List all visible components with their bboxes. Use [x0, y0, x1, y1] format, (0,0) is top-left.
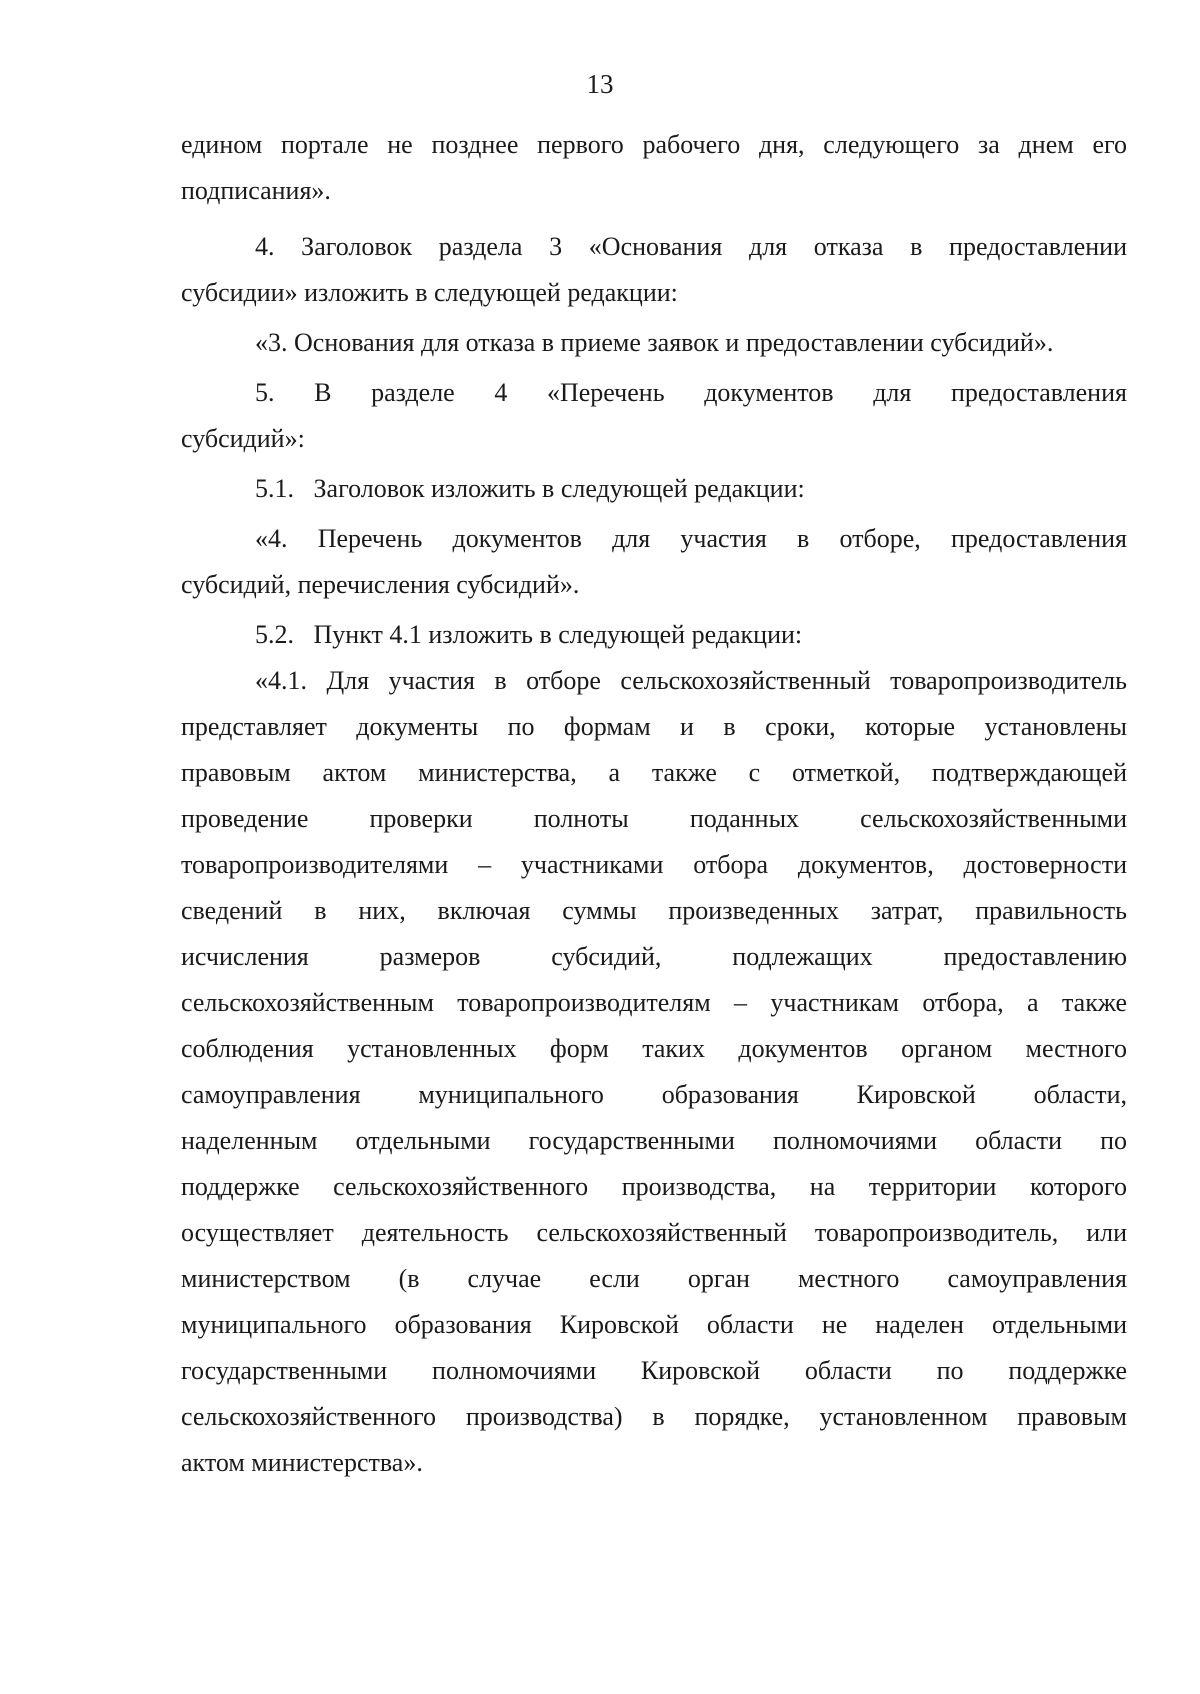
- text-line: представляет документы по формам и в сроки, которые установлены: [181, 712, 1127, 741]
- text-line: 5.1. Заголовок изложить в следующей редакции:: [255, 474, 805, 503]
- word: 5.: [255, 378, 275, 407]
- text-line: «4. Перечень документов для участия в отборе, предоставления: [255, 524, 1127, 553]
- word: предоставления: [950, 378, 1127, 407]
- text-line: подписания».: [181, 176, 331, 205]
- text-line: самоуправления муниципального образования Кировской области,: [181, 1080, 1127, 1109]
- text-line: сельскохозяйственным товаропроизводителям – участникам отбора, а также: [181, 988, 1127, 1017]
- word: для: [873, 378, 912, 407]
- word: В: [314, 378, 332, 407]
- text-line-spread: [181, 370, 1127, 416]
- word: разделе: [371, 378, 455, 407]
- text-line: государственными полномочиями Кировской области по поддержке: [181, 1356, 1127, 1385]
- page-number: 13: [586, 69, 614, 99]
- text-line: соблюдения установленных форм таких документов органом местного: [181, 1034, 1127, 1063]
- text-line: проведение проверки полноты поданных сельскохозяйственными: [181, 804, 1127, 833]
- document-text: [181, 122, 1127, 1486]
- text-line: сведений в них, включая суммы произведенных затрат, правильность: [181, 896, 1127, 925]
- text-line: осуществляет деятельность сельскохозяйственный товаропроизводитель, или: [181, 1218, 1127, 1247]
- text-line: министерством (в случае если орган местного самоуправления: [181, 1264, 1127, 1293]
- text-line: «3. Основания для отказа в приеме заявок и предоставлении субсидий».: [255, 328, 1054, 357]
- text-line: товаропроизводителями – участниками отбора документов, достоверности: [181, 850, 1127, 879]
- text-line: муниципального образования Кировской области не наделен отдельными: [181, 1310, 1127, 1339]
- text-line: «4.1. Для участия в отборе сельскохозяйственный товаропроизводитель: [255, 666, 1127, 695]
- text-line: наделенным отдельными государственными полномочиями области по: [181, 1126, 1127, 1155]
- text-line: 5.2. Пункт 4.1 изложить в следующей редакции:: [255, 620, 803, 649]
- text-line: исчисления размеров субсидий, подлежащих предоставлению: [181, 942, 1127, 971]
- text-line: сельскохозяйственного производства) в порядке, установленном правовым: [181, 1402, 1127, 1431]
- text-line: субсидий, перечисления субсидий».: [181, 570, 580, 599]
- text-line: актом министерства».: [181, 1448, 423, 1477]
- text-line: едином портале не позднее первого рабочего дня, следующего за днем его: [181, 130, 1127, 159]
- word: 4: [494, 378, 508, 407]
- text-line: 4. Заголовок раздела 3 «Основания для отказа в предоставлении: [255, 232, 1127, 261]
- text-line: субсидий»:: [181, 424, 305, 453]
- word: документов: [704, 378, 834, 407]
- text-line: поддержке сельскохозяйственного производства, на территории которого: [181, 1172, 1127, 1201]
- word: «Перечень: [546, 378, 665, 407]
- text-line: субсидии» изложить в следующей редакции:: [181, 278, 678, 307]
- text-line: правовым актом министерства, а также с отметкой, подтверждающей: [181, 758, 1127, 787]
